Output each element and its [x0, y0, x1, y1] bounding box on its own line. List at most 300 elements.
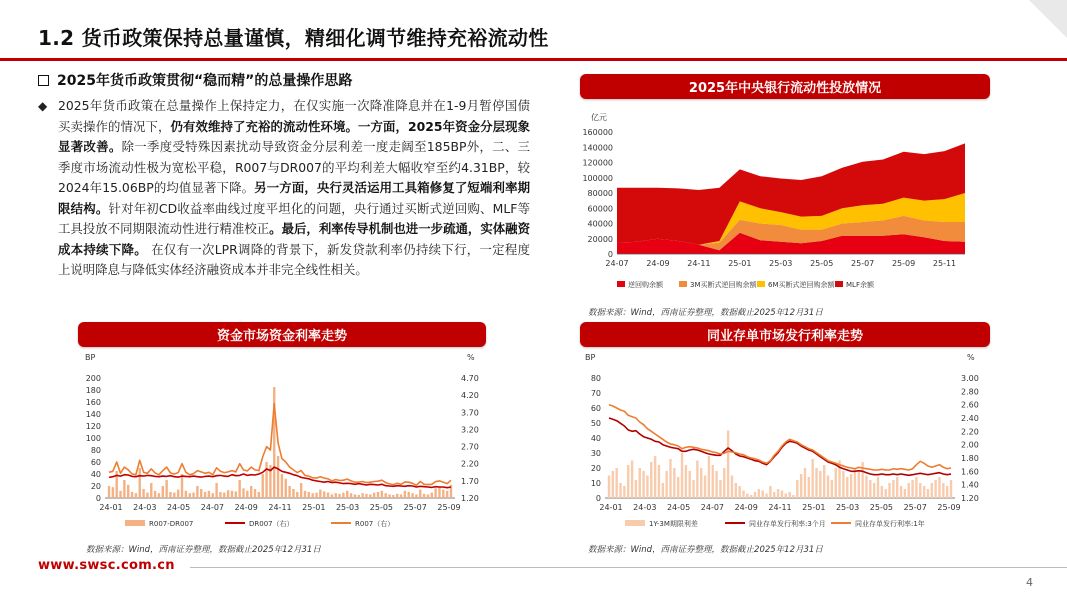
bar-0 — [346, 491, 348, 498]
y-tick-label: 80000 — [587, 189, 613, 198]
y-tick-label: 120000 — [582, 158, 613, 168]
bar-0 — [781, 491, 783, 499]
legend-swatch — [625, 520, 645, 526]
bar-0 — [139, 468, 141, 498]
right-unit-label: % — [967, 353, 975, 362]
legend-label: DR007（右） — [249, 520, 294, 528]
bar-0 — [415, 494, 417, 498]
bar-0 — [915, 477, 917, 498]
bar-0 — [342, 493, 344, 498]
bar-0 — [908, 483, 910, 498]
y-left-tick-label: 20 — [90, 482, 101, 491]
bar-0 — [704, 476, 706, 499]
bar-0 — [177, 490, 179, 498]
bar-0 — [300, 483, 302, 498]
chart-liquidity-title: 2025年中央银行流动性投放情况 — [580, 74, 990, 99]
bar-0 — [434, 488, 436, 498]
bar-0 — [688, 471, 690, 498]
paragraph-text-4: 在仅有一次LPR调降的背景下，新发贷款利率仍持续下行，一定程度上说明降息与降低实体经济融资成本并非完全线性相关。 — [58, 241, 530, 277]
bar-0 — [262, 474, 264, 498]
section-heading — [38, 70, 352, 90]
bar-0 — [308, 492, 310, 498]
bar-0 — [127, 485, 129, 498]
bar-0 — [446, 491, 448, 498]
bar-0 — [750, 495, 752, 498]
bar-0 — [665, 471, 667, 498]
bar-0 — [204, 492, 206, 498]
bar-0 — [169, 492, 171, 498]
paragraph-bold-2: 另一方面，央行灵活运用工具箱修复了短端利率期限结构。 — [58, 180, 531, 216]
y-left-tick-label: 20 — [590, 464, 601, 473]
x-tick-label: 24-05 — [166, 503, 191, 512]
bar-0 — [154, 491, 156, 498]
chart-cd-rates-source: 数据来源：Wind，西南证券整理，数据截止2025年12月31日 — [588, 545, 823, 555]
bar-0 — [158, 493, 160, 498]
legend-swatch — [835, 281, 843, 287]
bar-0 — [911, 480, 913, 498]
bar-0 — [373, 493, 375, 498]
bar-0 — [646, 476, 648, 499]
y-right-tick-label: 2.00 — [961, 440, 979, 450]
y-right-tick-label: 2.40 — [961, 414, 979, 423]
bar-0 — [315, 493, 317, 498]
bar-0 — [388, 494, 390, 498]
bar-0 — [258, 492, 260, 498]
bar-0 — [623, 486, 625, 498]
bar-0 — [877, 477, 879, 498]
bar-0 — [358, 495, 360, 498]
bar-0 — [227, 490, 229, 498]
x-tick-label: 25-03 — [835, 503, 860, 512]
bar-0 — [384, 493, 386, 498]
bar-0 — [323, 491, 325, 498]
x-tick-label: 25-01 — [302, 503, 326, 512]
bar-0 — [408, 492, 410, 498]
left-unit-label: BP — [85, 353, 96, 362]
bar-0 — [442, 490, 444, 498]
x-tick-label: 24-05 — [666, 503, 691, 512]
bar-0 — [615, 468, 617, 498]
x-tick-label: 25-07 — [851, 259, 875, 268]
bar-0 — [411, 493, 413, 498]
y-left-tick-label: 200 — [85, 374, 101, 383]
bar-0 — [200, 489, 202, 498]
x-tick-label: 24-09 — [646, 259, 670, 268]
bar-0 — [696, 461, 698, 499]
bar-0 — [361, 493, 363, 498]
bar-0 — [727, 431, 729, 499]
bar-0 — [146, 493, 148, 498]
x-tick-label: 24-07 — [200, 503, 225, 512]
bar-0 — [285, 479, 287, 498]
chart-liquidity-unit: 亿元 — [591, 113, 607, 122]
bar-0 — [181, 474, 183, 498]
y-left-tick-label: 0 — [95, 494, 101, 503]
bar-0 — [738, 486, 740, 498]
x-tick-label: 25-01 — [802, 503, 826, 512]
bar-0 — [631, 461, 633, 499]
y-left-tick-label: 30 — [590, 449, 601, 458]
bar-0 — [815, 468, 817, 498]
body-paragraph — [38, 96, 530, 281]
y-left-tick-label: 50 — [590, 419, 601, 428]
paragraph-bold-1: 仍有效维持了充裕的流动性环境。一方面，2025年资金分层现象显著改善。 — [58, 118, 530, 154]
bar-0 — [192, 493, 194, 498]
y-right-tick-label: 3.00 — [961, 374, 979, 383]
y-tick-label: 40000 — [587, 219, 613, 229]
chart-liquidity — [575, 104, 995, 300]
bar-0 — [635, 480, 637, 498]
bar-0 — [873, 483, 875, 498]
legend-label: 同业存单发行利率:3个月 — [749, 520, 826, 528]
x-tick-label: 25-09 — [891, 259, 916, 268]
bar-0 — [662, 483, 664, 498]
y-tick-label: 20000 — [587, 234, 613, 244]
page-number: 4 — [1026, 576, 1033, 589]
bar-0 — [296, 492, 298, 498]
bar-0 — [796, 480, 798, 498]
legend-label: MLF余额 — [846, 281, 874, 289]
legend-swatch — [617, 281, 625, 287]
bar-0 — [612, 471, 614, 498]
x-tick-label: 24-07 — [605, 259, 629, 268]
chart-cd-rates-title: 同业存单市场发行利率走势 — [580, 322, 990, 347]
bar-0 — [888, 483, 890, 498]
line-series-2 — [609, 405, 951, 470]
x-tick-label: 24-09 — [234, 503, 258, 512]
bar-0 — [131, 492, 133, 498]
x-tick-label: 25-03 — [769, 259, 793, 268]
y-right-tick-label: 1.70 — [461, 476, 479, 486]
bar-0 — [669, 459, 671, 498]
bar-0 — [369, 494, 371, 498]
bar-0 — [246, 491, 248, 498]
bar-0 — [719, 480, 721, 498]
legend-swatch — [125, 520, 145, 526]
bar-0 — [685, 465, 687, 498]
y-left-tick-label: 100 — [85, 434, 101, 443]
bar-0 — [427, 494, 429, 498]
bar-0 — [881, 486, 883, 498]
bar-0 — [650, 462, 652, 498]
bar-0 — [235, 491, 237, 498]
y-right-tick-label: 1.60 — [961, 467, 979, 477]
x-tick-label: 25-07 — [903, 503, 927, 512]
bar-0 — [215, 483, 217, 498]
bar-0 — [846, 477, 848, 498]
x-tick-label: 25-05 — [369, 503, 394, 512]
corner-decoration — [1029, 0, 1067, 38]
bar-0 — [777, 489, 779, 498]
bar-0 — [842, 471, 844, 498]
y-left-tick-label: 80 — [90, 446, 101, 455]
line-series-1 — [609, 418, 951, 475]
x-tick-label: 24-03 — [133, 503, 157, 512]
x-tick-label: 24-01 — [599, 503, 623, 512]
bar-0 — [723, 468, 725, 498]
bar-0 — [350, 493, 352, 498]
legend-label: 3M买断式逆回购余额 — [690, 281, 757, 289]
bar-0 — [811, 459, 813, 498]
bar-0 — [769, 486, 771, 498]
bar-0 — [762, 491, 764, 499]
bar-0 — [319, 490, 321, 498]
y-left-tick-label: 60 — [90, 458, 101, 467]
bar-0 — [212, 493, 214, 498]
bar-0 — [242, 488, 244, 498]
x-tick-label: 25-11 — [932, 259, 957, 268]
bar-0 — [254, 489, 256, 498]
bar-0 — [188, 493, 190, 498]
bar-0 — [231, 491, 233, 498]
y-tick-label: 100000 — [582, 173, 613, 183]
x-tick-label: 25-09 — [937, 503, 961, 512]
x-tick-label: 24-03 — [633, 503, 657, 512]
bar-0 — [900, 486, 902, 498]
y-right-tick-label: 2.20 — [461, 459, 479, 469]
y-left-tick-label: 0 — [595, 494, 601, 503]
bar-0 — [835, 468, 837, 498]
bar-0 — [854, 468, 856, 498]
bar-0 — [112, 487, 114, 498]
bar-0 — [865, 476, 867, 499]
bar-0 — [311, 493, 313, 498]
y-left-tick-label: 80 — [590, 374, 601, 383]
bar-0 — [219, 492, 221, 498]
bar-0 — [288, 486, 290, 498]
bar-0 — [196, 486, 198, 498]
x-tick-label: 24-09 — [734, 503, 758, 512]
bar-0 — [931, 483, 933, 498]
bar-0 — [185, 491, 187, 498]
bar-0 — [700, 468, 702, 498]
y-tick-label: 140000 — [582, 143, 613, 153]
bar-0 — [250, 486, 252, 498]
bar-0 — [431, 493, 433, 498]
legend-label: R007-DR007 — [149, 520, 194, 528]
legend-label: 1Y-3M期限利差 — [649, 520, 698, 528]
y-right-tick-label: 1.20 — [961, 494, 979, 503]
bar-0 — [123, 480, 125, 498]
bar-0 — [419, 490, 421, 498]
bar-0 — [735, 483, 737, 498]
bar-0 — [108, 486, 110, 498]
x-tick-label: 24-01 — [99, 503, 123, 512]
bar-0 — [758, 489, 760, 498]
bar-0 — [642, 471, 644, 498]
paragraph-text-2: 除一季度受特殊因素扰动导致资金分层利差一度走阔至185BP外，二、三季度市场流动性极为宽松平稳，R007与DR007的平均利差大幅收窄至约4.31BP，较2024年15.06BP的均值显著下降。 — [58, 139, 531, 195]
y-right-tick-label: 2.70 — [461, 442, 479, 452]
legend-label: R007（右） — [355, 520, 395, 528]
bar-0 — [869, 480, 871, 498]
bar-0 — [292, 489, 294, 498]
bar-0 — [223, 493, 225, 498]
bar-0 — [919, 483, 921, 498]
bar-0 — [792, 495, 794, 498]
bar-0 — [827, 476, 829, 499]
x-tick-label: 24-11 — [768, 503, 792, 512]
y-right-tick-label: 1.40 — [961, 480, 979, 490]
bar-0 — [400, 494, 402, 498]
y-right-tick-label: 1.20 — [461, 494, 479, 503]
bar-0 — [404, 491, 406, 498]
y-right-tick-label: 1.80 — [961, 454, 979, 463]
x-tick-label: 25-01 — [728, 259, 752, 268]
bar-0 — [135, 493, 137, 498]
bar-0 — [162, 486, 164, 498]
bar-0 — [892, 480, 894, 498]
y-left-tick-label: 40 — [90, 470, 101, 479]
bar-0 — [804, 468, 806, 498]
bar-0 — [438, 487, 440, 498]
bar-0 — [788, 492, 790, 498]
bar-0 — [396, 494, 398, 498]
bar-0 — [423, 494, 425, 498]
bar-0 — [150, 483, 152, 498]
bar-0 — [265, 462, 267, 498]
bar-0 — [173, 493, 175, 498]
bar-0 — [119, 491, 121, 498]
footer-rule — [190, 567, 1067, 568]
bar-0 — [746, 494, 748, 499]
y-right-tick-label: 2.80 — [961, 387, 979, 397]
section-heading-text: 2025年货币政策贯彻“稳而精”的总量操作思路 — [57, 73, 353, 89]
bar-0 — [896, 477, 898, 498]
y-right-tick-label: 4.20 — [461, 391, 479, 401]
bar-0 — [708, 456, 710, 498]
y-tick-label: 60000 — [587, 204, 613, 214]
x-tick-label: 25-03 — [335, 503, 360, 512]
bar-0 — [208, 491, 210, 498]
bar-0 — [392, 495, 394, 498]
paragraph-text-1: 2025年货币政策在总量操作上保持定力，在仅实施一次降准降息并在1-9月暂停国债买卖操作的情况下， — [58, 98, 530, 134]
bar-0 — [639, 468, 641, 498]
bar-0 — [658, 465, 660, 498]
bar-0 — [715, 471, 717, 498]
bar-0 — [281, 474, 283, 498]
bar-0 — [785, 494, 787, 499]
chart-cd-rates — [575, 350, 995, 536]
y-left-tick-label: 70 — [590, 389, 601, 398]
bar-0 — [831, 480, 833, 498]
paragraph-text-3: 针对年初CD收益率曲线过度平坦化的问题，央行通过买断式逆回购、MLF等工具投放不同期限流动性进行精准校正 — [58, 200, 531, 236]
bar-0 — [677, 477, 679, 498]
left-unit-label: BP — [585, 353, 596, 362]
diamond-bullet-icon: ◆ — [38, 99, 48, 113]
x-tick-label: 25-07 — [403, 503, 427, 512]
bar-0 — [381, 491, 383, 498]
y-left-tick-label: 40 — [590, 434, 601, 443]
legend-swatch — [757, 281, 765, 287]
bar-0 — [823, 465, 825, 498]
x-tick-label: 24-07 — [700, 503, 725, 512]
footer-website[interactable]: www.swsc.com.cn — [38, 558, 175, 573]
bar-0 — [142, 489, 144, 498]
bar-0 — [904, 489, 906, 498]
y-tick-label: 160000 — [582, 128, 613, 137]
line-series-2 — [109, 404, 451, 486]
bar-0 — [773, 492, 775, 498]
page-title: 1.2 货币政策保持总量谨慎，精细化调节维持充裕流动性 — [38, 26, 549, 50]
bar-0 — [365, 494, 367, 498]
bar-0 — [742, 491, 744, 499]
x-tick-label: 25-05 — [869, 503, 894, 512]
chart-liquidity-source: 数据来源：Wind，西南证券整理，数据截止2025年12月31日 — [588, 308, 823, 318]
bar-0 — [327, 493, 329, 498]
bar-0 — [238, 480, 240, 498]
y-left-tick-label: 180 — [85, 386, 101, 395]
bar-0 — [277, 456, 279, 498]
bar-0 — [627, 465, 629, 498]
bar-0 — [800, 474, 802, 498]
bar-0 — [331, 494, 333, 498]
bar-0 — [850, 474, 852, 498]
bar-0 — [927, 489, 929, 498]
bar-0 — [654, 456, 656, 498]
y-right-tick-label: 3.70 — [461, 408, 479, 418]
x-tick-label: 25-09 — [437, 503, 461, 512]
x-tick-label: 24-11 — [687, 259, 711, 268]
bar-0 — [335, 493, 337, 498]
legend-label: 同业存单发行利率:1年 — [855, 520, 925, 528]
legend-label: 逆回购余额 — [628, 281, 663, 289]
paragraph-bold-3: 。最后，利率传导机制也进一步疏通，实体融资成本持续下降。 — [58, 221, 530, 257]
bar-0 — [377, 492, 379, 498]
legend-label: 6M买断式逆回购余额 — [768, 281, 835, 289]
bar-0 — [884, 489, 886, 498]
bar-0 — [712, 465, 714, 498]
chart-money-rates — [75, 350, 493, 536]
y-left-tick-label: 140 — [85, 410, 101, 419]
bar-0 — [923, 486, 925, 498]
legend-swatch — [679, 281, 687, 287]
bar-0 — [819, 471, 821, 498]
bar-0 — [165, 480, 167, 498]
bar-0 — [754, 492, 756, 498]
bar-0 — [858, 471, 860, 498]
bar-0 — [731, 476, 733, 499]
bar-0 — [808, 477, 810, 498]
bar-0 — [950, 480, 952, 498]
bar-0 — [934, 480, 936, 498]
y-left-tick-label: 160 — [85, 398, 101, 407]
bar-0 — [304, 491, 306, 498]
chart-money-rates-title: 资金市场资金利率走势 — [78, 322, 486, 347]
bar-0 — [619, 483, 621, 498]
bar-0 — [673, 468, 675, 498]
y-tick-label: 0 — [607, 250, 613, 259]
y-right-tick-label: 2.60 — [961, 400, 979, 410]
y-right-tick-label: 3.20 — [461, 425, 479, 435]
y-left-tick-label: 120 — [85, 422, 101, 431]
bar-0 — [681, 453, 683, 498]
square-bullet-icon — [38, 75, 49, 86]
y-left-tick-label: 60 — [590, 404, 601, 413]
bar-0 — [608, 476, 610, 499]
bar-0 — [692, 480, 694, 498]
bar-0 — [942, 483, 944, 498]
title-rule — [0, 58, 1067, 61]
y-left-tick-label: 10 — [590, 479, 601, 488]
bar-0 — [938, 477, 940, 498]
x-tick-label: 24-11 — [268, 503, 292, 512]
bar-0 — [765, 494, 767, 499]
right-unit-label: % — [467, 353, 475, 362]
chart-money-rates-source: 数据来源：Wind，西南证券整理，数据截止2025年12月31日 — [86, 545, 321, 555]
bar-0 — [338, 494, 340, 498]
bar-0 — [946, 486, 948, 498]
y-right-tick-label: 2.20 — [961, 427, 979, 437]
